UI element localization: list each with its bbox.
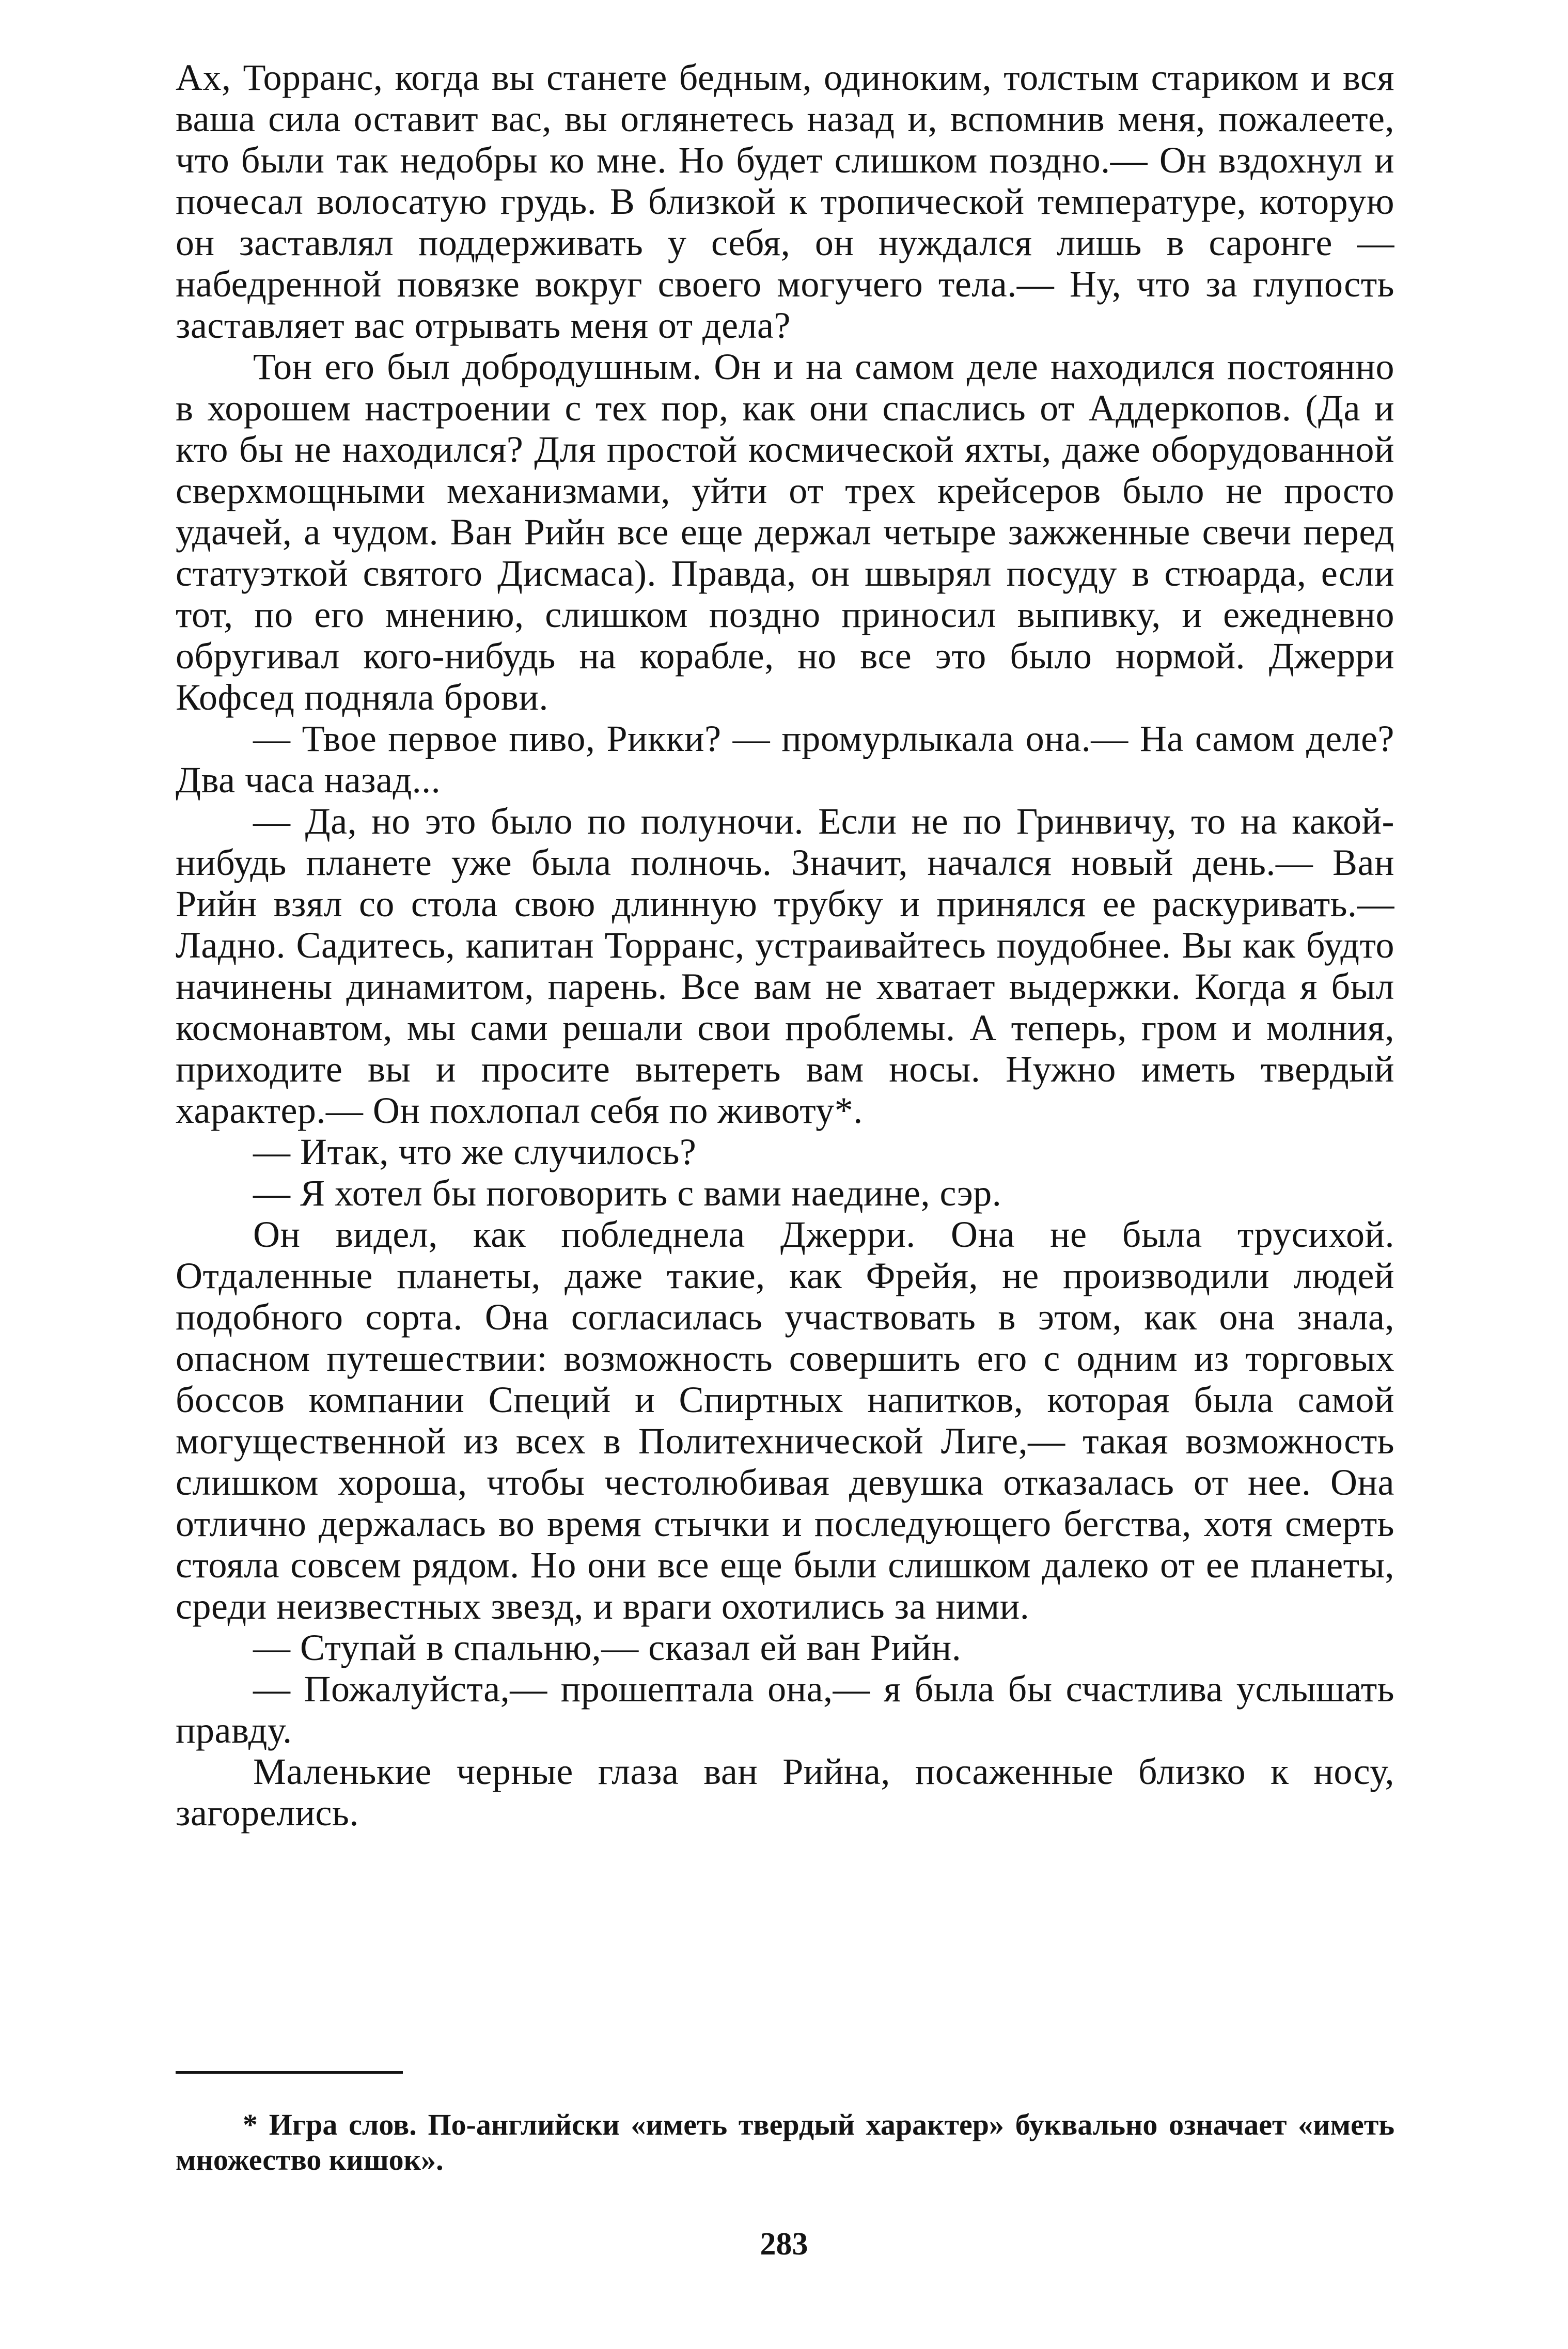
paragraph-4: — Да, но это было по полуночи. Если не по Гринвичу, то на какой-нибудь планете уже была полночь. Значит, начался новый день.— Ван Рийн взял со стола свою длинную трубку и принялся ее раскуривать.— Ладно. Садитесь, капитан Торранс, устраивайтесь поудобнее. Вы как будто начинены динамитом, парень. Все вам не хватает выдержки. Когда я был космонавтом, мы сами решали свои проблемы. А теперь, гром и молния, приходите вы и просите вытереть вам носы. Нужно иметь твердый характер.— Он похлопал себя по животу*. — [176, 801, 1394, 1131]
paragraph-3: — Твое первое пиво, Рикки? — промурлыкала она.— На самом деле? Два часа назад... — [176, 718, 1394, 801]
paragraph-6: — Я хотел бы поговорить с вами наедине, сэр. — [253, 1172, 1002, 1214]
paragraph-8: — Ступай в спальню,— сказал ей ван Рийн. — [253, 1627, 962, 1668]
paragraph-1: Ах, Торранс, когда вы станете бедным, одиноким, толстым стариком и вся ваша сила оставит вас, вы оглянетесь назад и, вспомнив меня, пожалеете, что были так недобры ко мне. Но будет слишком поздно.— Он вздохнул и почесал волосатую грудь. В близкой к тропической температуре, которую он заставлял поддерживать у себя, он нуждался лишь в саронге — набедренной повязке вокруг своего могучего тела.— Ну, что за глупость заставляет вас отрывать меня от дела? — [176, 57, 1394, 346]
paragraph-9: — Пожалуйста,— прошептала она,— я была бы счастлива услышать правду. — [176, 1668, 1394, 1751]
paragraph-2: Тон его был добродушным. Он и на самом деле находился постоянно в хорошем настроении с тех пор, как они спаслись от Аддеркопов. (Да и кто бы не находился? Для простой космической яхты, даже оборудованной сверхмощными механизмами, уйти от трех крейсеров было не просто удачей, а чудом. Ван Рийн все еще держал четыре зажженные свечи перед статуэткой святого Дисмаса). Правда, он швырял посуду в стюарда, если тот, по его мнению, слишком поздно приносил выпивку, и ежедневно обругивал кого-нибудь на корабле, но все это было нормой. Джерри Кофсед подняла брови. — [176, 346, 1394, 718]
footnote: * Игра слов. По-английски «иметь твердый характер» буквально означает «иметь множество кишок». — [176, 2108, 1394, 2176]
paragraph-10: Маленькие черные глаза ван Рийна, посаженные близко к носу, загорелись. — [176, 1751, 1394, 1834]
page-number: 283 — [760, 2227, 808, 2262]
body-text — [176, 57, 1394, 1834]
footnote-divider — [176, 2071, 403, 2074]
paragraph-5: — Итак, что же случилось? — [253, 1131, 697, 1172]
paragraph-7: Он видел, как побледнела Джерри. Она не была трусихой. Отдаленные планеты, даже такие, как Фрейя, не производили людей подобного сорта. Она согласилась участвовать в этом, как она знала, опасном путешествии: возможность совершить его с одним из торговых боссов компании Специй и Спиртных напитков, которая была самой могущественной из всех в Политехнической Лиге,— такая возможность слишком хороша, чтобы честолюбивая девушка отказалась от нее. Она отлично держалась во время стычки и последующего бегства, хотя смерть стояла совсем рядом. Но они все еще были слишком далеко от ее планеты, среди неизвестных звезд, и враги охотились за ними. — [176, 1214, 1394, 1627]
